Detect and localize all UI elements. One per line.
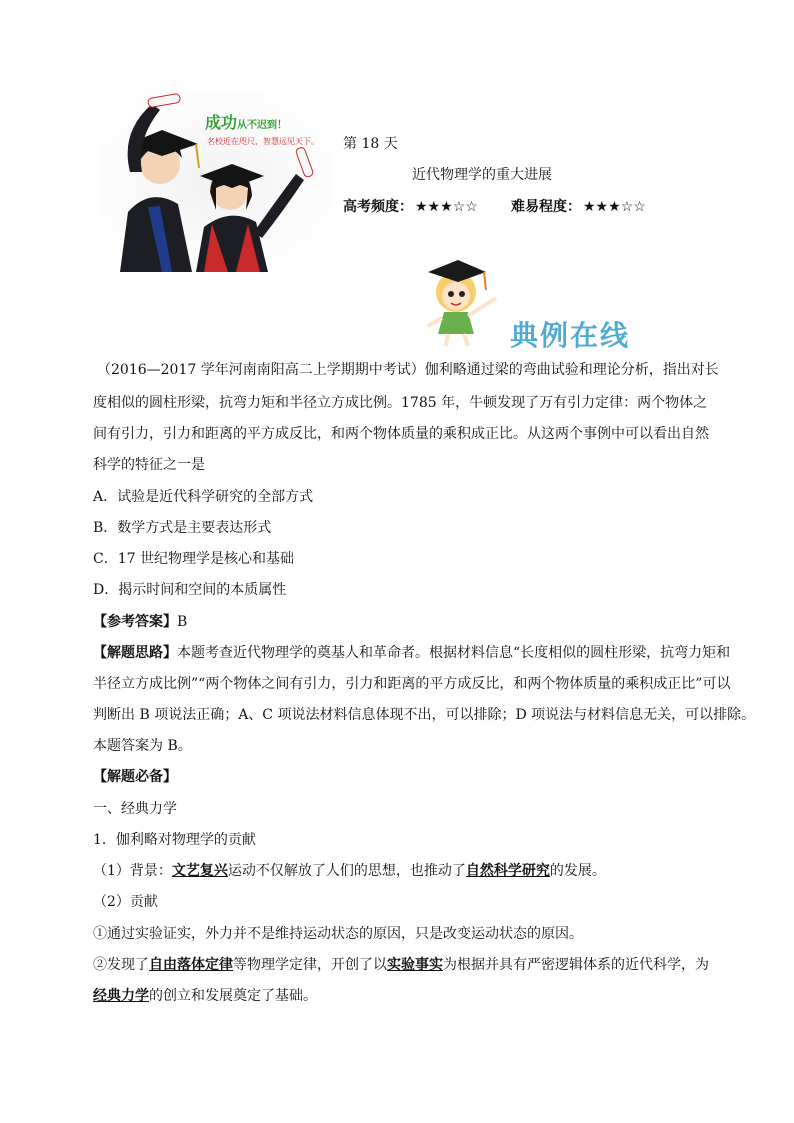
option-a: A．试验是近代科学研究的全部方式	[93, 489, 314, 505]
contribution-heading: （2）贡献	[93, 894, 158, 910]
answer-row	[93, 612, 187, 632]
question-line-3: 间有引力，引力和距离的平方成反比，和两个物体质量的乘积成正比。从这两个事例中可以看出自然	[93, 426, 709, 442]
essentials-sub-1: 1．伽利略对物理学的贡献	[93, 832, 256, 848]
c2-prefix: ②发现了	[93, 957, 149, 973]
section-title: 典例在线	[510, 319, 631, 352]
banner-subline: 名校近在咫尺，智慧远见天下。	[207, 137, 319, 146]
analysis-line-2: 半径立方成比例”“两个物体之间有引力，引力和距离的平方成反比，和两个物体质量的乘积成正比”可以	[93, 676, 731, 692]
answer-label: 【参考答案】	[93, 614, 177, 630]
analysis-label: 【解题思路】	[93, 645, 177, 661]
contribution-1: ①通过实验证实，外力并不是维持运动状态的原因，只是改变运动状态的原因。	[93, 926, 583, 942]
question-line-4: 科学的特征之一是	[93, 457, 205, 473]
analysis-line-4: 本题答案为 B。	[93, 738, 192, 754]
bg-suffix: 的发展。	[549, 863, 606, 879]
option-c: C．17 世纪物理学是核心和基础	[93, 551, 294, 567]
mascot-icon	[420, 252, 510, 352]
banner-headline-tail: 从不迟到！	[237, 120, 288, 131]
c3-term-classical-mechanics: 经典力学	[93, 988, 149, 1004]
analysis-line-1	[93, 643, 730, 663]
question-line-1: （2016—2017 学年河南南阳高二上学期期中考试）伽利略通过梁的弯曲试验和理论分析，指出对长	[97, 362, 719, 378]
frequency-label: 高考频度：	[343, 199, 413, 215]
analysis-line-3: 判断出 B 项说法正确；A、C 项说法材料信息体现不出，可以排除；D 项说法与材料信息无关，可以排除。	[93, 707, 756, 723]
essentials-heading: 一、经典力学	[93, 801, 177, 817]
contribution-2	[93, 955, 709, 975]
day-label: 第 18 天	[343, 136, 398, 152]
exam-frequency	[343, 196, 478, 216]
difficulty-label: 难易程度：	[511, 199, 581, 215]
c2-mid: 等物理学定律，开创了以	[233, 957, 387, 973]
frequency-stars: ★★★☆☆	[415, 199, 478, 215]
answer-value: B	[177, 614, 188, 630]
banner-headline: 成功	[205, 113, 238, 132]
question-line-2: 度相似的圆柱形梁，抗弯力矩和半径立方成比例。1785 年，牛顿发现了万有引力定律：两个物体之	[93, 395, 708, 411]
mascot-section-header	[420, 252, 640, 352]
essentials-label: 【解题必备】	[93, 769, 177, 785]
bg-mid: 运动不仅解放了人们的思想，也推动了	[227, 863, 466, 879]
contribution-3	[93, 986, 317, 1006]
analysis-text-1: 本题考查近代物理学的奠基人和革命者。根据材料信息“长度相似的圆柱形梁，抗弯力矩和	[177, 645, 731, 661]
bg-term-renaissance: 文艺复兴	[171, 863, 228, 879]
difficulty-level	[511, 196, 646, 216]
c3-suffix: 的创立和发展奠定了基础。	[149, 988, 317, 1004]
c2-suffix: 为根据并具有严密逻辑体系的近代科学，为	[443, 957, 709, 973]
background-line	[93, 861, 606, 881]
option-b: B．数学方式是主要表达形式	[93, 520, 272, 536]
topic-title: 近代物理学的重大进展	[412, 167, 552, 183]
bg-prefix: （1）背景：	[93, 863, 172, 879]
c2-term-experiment: 实验事实	[387, 957, 443, 973]
option-d: D．揭示时间和空间的本质属性	[93, 582, 287, 598]
c2-term-free-fall: 自由落体定律	[149, 957, 233, 973]
difficulty-stars: ★★★☆☆	[583, 199, 646, 215]
bg-term-science: 自然科学研究	[465, 863, 550, 879]
